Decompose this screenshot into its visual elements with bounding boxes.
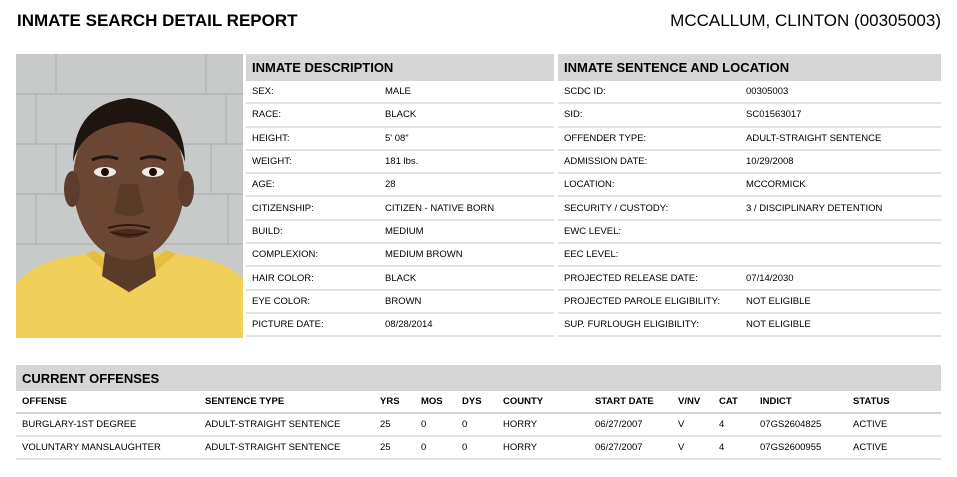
description-value: MALE	[385, 86, 411, 98]
sentence-label: PROJECTED RELEASE DATE:	[564, 272, 698, 284]
offenses-table	[16, 391, 941, 460]
description-label: PICTURE DATE:	[252, 319, 324, 331]
inmate-name: MCCALLUM, CLINTON (00305003)	[670, 11, 941, 30]
sentence-value: 07/14/2030	[746, 272, 794, 284]
offense-cell: 06/27/2007	[589, 436, 672, 459]
description-label: SEX:	[252, 86, 274, 98]
sentence-value: 3 / DISCIPLINARY DETENTION	[746, 202, 883, 214]
sentence-row	[558, 221, 941, 244]
sentence-label: SID:	[564, 109, 583, 121]
sentence-row	[558, 197, 941, 220]
description-value: 181 lbs.	[385, 156, 419, 168]
sentence-value: NOT ELIGIBLE	[746, 295, 811, 307]
inmate-description-title: INMATE DESCRIPTION	[246, 54, 554, 81]
sentence-label: EWC LEVEL:	[564, 225, 622, 237]
sentence-row	[558, 174, 941, 197]
offense-cell: 4	[713, 413, 754, 436]
sentence-label: SCDC ID:	[564, 86, 606, 98]
description-label: CITIZENSHIP:	[252, 202, 314, 214]
offense-cell: HORRY	[497, 436, 589, 459]
sentence-row	[558, 128, 941, 151]
description-row	[246, 104, 554, 127]
offenses-column-header: DYS	[456, 391, 497, 413]
sentence-label: ADMISSION DATE:	[564, 156, 648, 168]
report-title: INMATE SEARCH DETAIL REPORT	[17, 11, 298, 30]
offenses-column-header: COUNTY	[497, 391, 589, 413]
offenses-column-header: SENTENCE TYPE	[199, 391, 374, 413]
description-row	[246, 151, 554, 174]
description-row	[246, 174, 554, 197]
description-value: BLACK	[385, 272, 417, 284]
sentence-row	[558, 314, 941, 337]
sentence-label: EEC LEVEL:	[564, 249, 619, 261]
offenses-column-header: OFFENSE	[16, 391, 199, 413]
sentence-label: SUP. FURLOUGH ELIGIBILITY:	[564, 319, 699, 331]
sentence-label: OFFENDER TYPE:	[564, 132, 647, 144]
sentence-location-panel	[558, 54, 941, 337]
sentence-value: ADULT-STRAIGHT SENTENCE	[746, 132, 882, 144]
offense-cell: V	[672, 413, 713, 436]
offense-cell: 0	[456, 436, 497, 459]
sentence-label: PROJECTED PAROLE ELIGIBILITY:	[564, 295, 721, 307]
description-label: WEIGHT:	[252, 156, 292, 168]
description-value: BLACK	[385, 109, 417, 121]
offenses-column-header: MOS	[415, 391, 456, 413]
sentence-label: SECURITY / CUSTODY:	[564, 202, 669, 214]
offenses-column-header: V/NV	[672, 391, 713, 413]
offenses-column-header: STATUS	[847, 391, 941, 413]
current-offenses-title: CURRENT OFFENSES	[16, 365, 941, 391]
description-label: HEIGHT:	[252, 132, 290, 144]
description-row	[246, 314, 554, 337]
offense-cell: ADULT-STRAIGHT SENTENCE	[199, 436, 374, 459]
sentence-value: 00305003	[746, 86, 789, 98]
description-value: 5' 08"	[385, 132, 409, 144]
offense-cell: 06/27/2007	[589, 413, 672, 436]
sentence-value: SC01563017	[746, 109, 802, 121]
offense-cell: 25	[374, 413, 415, 436]
offenses-column-header: START DATE	[589, 391, 672, 413]
offenses-column-header: CAT	[713, 391, 754, 413]
offense-cell: 25	[374, 436, 415, 459]
offense-cell: V	[672, 436, 713, 459]
sentence-row	[558, 267, 941, 290]
description-value: 08/28/2014	[385, 319, 433, 331]
offense-row	[16, 413, 941, 436]
description-label: AGE:	[252, 179, 275, 191]
description-label: EYE COLOR:	[252, 295, 311, 307]
offenses-header-row	[16, 391, 941, 413]
offense-cell: 0	[415, 436, 456, 459]
offense-cell: 0	[456, 413, 497, 436]
offense-cell: ACTIVE	[847, 413, 941, 436]
offense-cell: BURGLARY-1ST DEGREE	[16, 413, 199, 436]
description-label: HAIR COLOR:	[252, 272, 314, 284]
description-label: RACE:	[252, 109, 282, 121]
offenses-column-header: INDICT	[754, 391, 847, 413]
offense-row	[16, 436, 941, 459]
offense-cell: ADULT-STRAIGHT SENTENCE	[199, 413, 374, 436]
sentence-row	[558, 244, 941, 267]
description-label: COMPLEXION:	[252, 249, 318, 261]
sentence-value: NOT ELIGIBLE	[746, 319, 811, 331]
description-label: BUILD:	[252, 225, 283, 237]
inmate-description-panel	[246, 54, 554, 337]
sentence-row	[558, 151, 941, 174]
offenses-column-header: YRS	[374, 391, 415, 413]
description-row	[246, 197, 554, 220]
description-row	[246, 221, 554, 244]
sentence-value: 10/29/2008	[746, 156, 794, 168]
sentence-value: MCCORMICK	[746, 179, 806, 191]
sentence-location-title: INMATE SENTENCE AND LOCATION	[558, 54, 941, 81]
description-row	[246, 81, 554, 104]
sentence-row	[558, 104, 941, 127]
offense-cell: 4	[713, 436, 754, 459]
description-row	[246, 244, 554, 267]
sentence-label: LOCATION:	[564, 179, 615, 191]
current-offenses-panel	[16, 365, 941, 460]
offense-cell: 07GS2604825	[754, 413, 847, 436]
description-row	[246, 128, 554, 151]
offense-cell: 07GS2600955	[754, 436, 847, 459]
offense-cell: HORRY	[497, 413, 589, 436]
sentence-row	[558, 81, 941, 104]
offense-cell: 0	[415, 413, 456, 436]
description-row	[246, 291, 554, 314]
offense-cell: ACTIVE	[847, 436, 941, 459]
description-value: MEDIUM	[385, 225, 424, 237]
description-value: 28	[385, 179, 396, 191]
offense-cell: VOLUNTARY MANSLAUGHTER	[16, 436, 199, 459]
description-value: CITIZEN - NATIVE BORN	[385, 202, 495, 214]
description-value: BROWN	[385, 295, 422, 307]
sentence-row	[558, 291, 941, 314]
description-value: MEDIUM BROWN	[385, 249, 463, 261]
inmate-photo	[16, 54, 243, 338]
description-row	[246, 267, 554, 290]
